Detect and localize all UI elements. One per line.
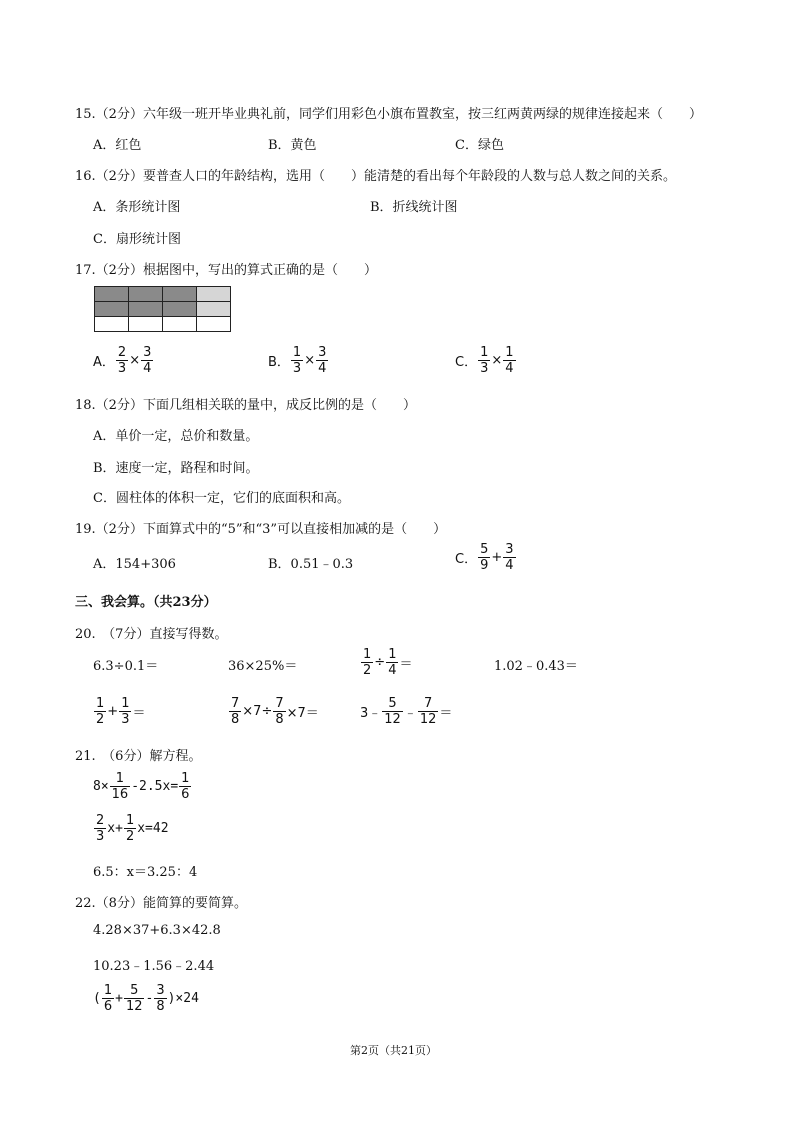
q22-expr-1: 4.28×37+6.3×42.8 <box>93 923 221 938</box>
q18-option-a: A．单价一定，总价和数量。 <box>93 429 259 444</box>
q19-option-c: C． $\frac{5}{9}$ + $\frac{3}{4}$ <box>455 542 514 573</box>
fraction: $\frac{1}{2}$ <box>125 813 135 844</box>
fraction-grid-diagram <box>94 286 231 332</box>
fraction: $\frac{1}{3}$ <box>292 345 302 376</box>
q16-stem: 16.（2分）要普查人口的年龄结构，选用（ ）能清楚的看出每个年龄段的人数与总人数之间的关系。 <box>75 169 676 184</box>
fraction: $\frac{1}{3}$ <box>121 696 130 727</box>
fraction: $\frac{1}{4}$ <box>505 345 514 376</box>
q17-option-a: A． $\frac{2}{3}$ × $\frac{3}{4}$ <box>93 345 152 376</box>
q20-expr-2: 36×25%＝ <box>228 659 298 674</box>
grid-cell <box>197 317 231 332</box>
q22-expr-3: ( $\frac{1}{6}$ + $\frac{5}{12}$ - $\frac{3}{8}$ )×24 <box>93 983 199 1014</box>
grid-cell <box>163 287 197 302</box>
grid-cell <box>163 302 197 317</box>
q17-stem: 17.（2分）根据图中，写出的算式正确的是（ ） <box>75 263 377 278</box>
grid-cell <box>197 287 231 302</box>
fraction: $\frac{1}{2}$ <box>363 647 372 678</box>
q20-expr-1: 6.3÷0.1＝ <box>93 659 159 674</box>
page-footer: 第2页（共21页） <box>350 1044 437 1057</box>
q15-stem: 15.（2分）六年级一班开毕业典礼前，同学们用彩色小旗布置教室，按三红两黄两绿的规律连接起来（ ） <box>75 107 702 122</box>
fraction: $\frac{1}{6}$ <box>103 983 113 1014</box>
q21-equation-3: 6.5：x＝3.25：4 <box>93 865 198 880</box>
q21-equation-1: 8× $\frac{1}{16}$ -2.5x= $\frac{1}{6}$ <box>93 771 190 802</box>
fraction: $\frac{1}{6}$ <box>181 771 190 802</box>
q18-stem: 18.（2分）下面几组相关联的量中，成反比例的是（ ） <box>75 398 416 413</box>
fraction: $\frac{2}{3}$ <box>117 345 127 376</box>
q15-option-c: C．绿色 <box>455 138 504 153</box>
fraction: $\frac{7}{12}$ <box>419 696 437 727</box>
grid-cell <box>95 287 129 302</box>
q22-expr-2: 10.23﹣1.56﹣2.44 <box>93 959 215 974</box>
q16-option-c: C．扇形统计图 <box>93 232 181 247</box>
q19-option-b: B．0.51﹣0.3 <box>268 557 354 572</box>
q19-option-a: A．154+306 <box>93 557 176 572</box>
fraction: $\frac{2}{3}$ <box>96 813 105 844</box>
grid-cell <box>197 302 231 317</box>
q16-option-a: A．条形统计图 <box>93 200 181 215</box>
q17-option-c: C． $\frac{1}{3}$ × $\frac{1}{4}$ <box>455 345 514 376</box>
q15-option-b: B．黄色 <box>268 138 317 153</box>
grid-cell <box>129 287 163 302</box>
q17-option-b: B． $\frac{1}{3}$ × $\frac{3}{4}$ <box>268 345 327 376</box>
grid-cell <box>163 317 197 332</box>
q20-stem: 20. （7分）直接写得数。 <box>75 627 228 642</box>
fraction: $\frac{5}{12}$ <box>384 696 401 727</box>
q20-expr-5: $\frac{1}{2}$ + $\frac{1}{3}$ ＝ <box>96 696 146 727</box>
fraction: $\frac{3}{4}$ <box>505 542 514 573</box>
fraction: $\frac{5}{12}$ <box>125 983 143 1014</box>
q18-option-b: B．速度一定，路程和时间。 <box>93 461 259 476</box>
fraction: $\frac{3}{4}$ <box>143 345 152 376</box>
fraction: $\frac{1}{3}$ <box>480 345 489 376</box>
q21-equation-2: $\frac{2}{3}$ x+ $\frac{1}{2}$ x=42 <box>96 813 169 844</box>
fraction: $\frac{1}{16}$ <box>111 771 129 802</box>
q20-expr-7: 3﹣ $\frac{5}{12}$ ﹣ $\frac{7}{12}$ ＝ <box>360 696 453 727</box>
grid-cell <box>95 317 129 332</box>
fraction: $\frac{1}{2}$ <box>96 696 105 727</box>
q20-expr-6: $\frac{7}{8}$ ×7÷ $\frac{7}{8}$ ×7＝ <box>231 696 319 727</box>
grid-cell <box>129 302 163 317</box>
q20-expr-3: $\frac{1}{2}$ ÷ $\frac{1}{4}$ ＝ <box>363 647 413 678</box>
q16-option-b: B．折线统计图 <box>370 200 458 215</box>
fraction: $\frac{3}{4}$ <box>318 345 327 376</box>
q21-stem: 21. （6分）解方程。 <box>75 749 202 764</box>
fraction: $\frac{7}{8}$ <box>231 696 240 727</box>
grid-cell <box>129 317 163 332</box>
q19-stem: 19.（2分）下面算式中的“5”和“3”可以直接相加减的是（ ） <box>75 522 447 537</box>
section-title: 三、我会算。（共23分） <box>75 595 217 610</box>
q20-expr-4: 1.02﹣0.43＝ <box>494 659 578 674</box>
fraction: $\frac{3}{8}$ <box>156 983 165 1014</box>
grid-cell <box>95 302 129 317</box>
fraction: $\frac{1}{4}$ <box>388 647 397 678</box>
q22-stem: 22.（8分）能简算的要简算。 <box>75 896 247 911</box>
q15-option-a: A．红色 <box>93 138 142 153</box>
fraction: $\frac{5}{9}$ <box>480 542 489 573</box>
q18-option-c: C．圆柱体的体积一定，它们的底面积和高。 <box>93 491 350 506</box>
fraction: $\frac{7}{8}$ <box>275 696 284 727</box>
